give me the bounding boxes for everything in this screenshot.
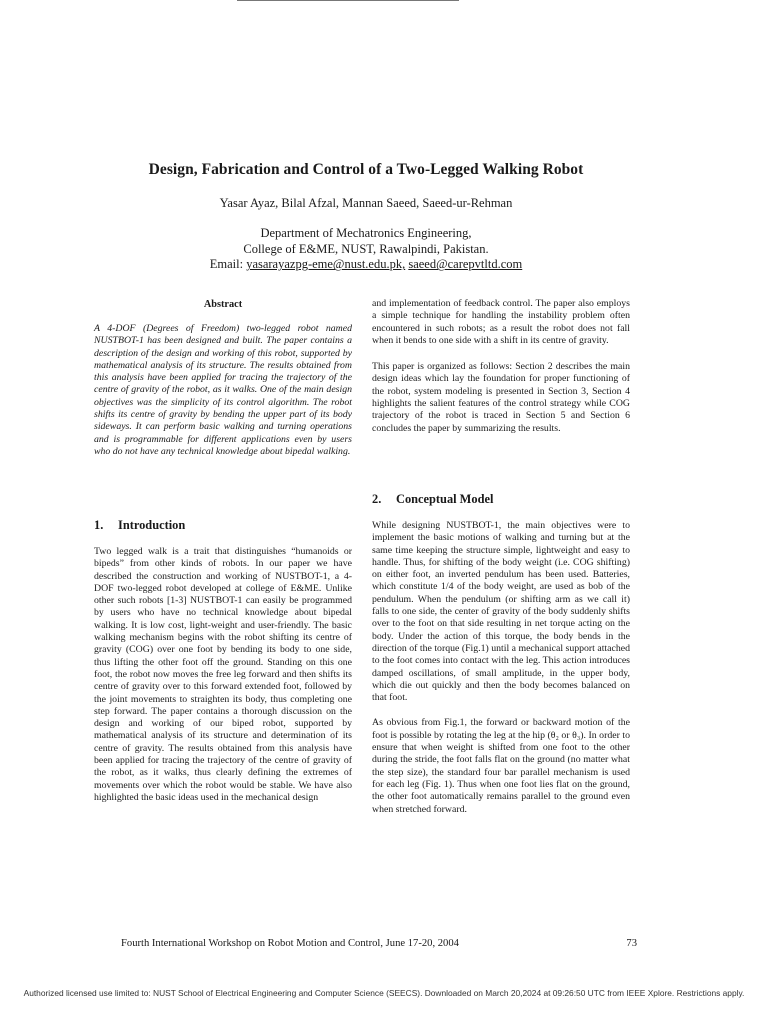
email-line xyxy=(0,257,732,273)
conceptual-model-heading xyxy=(372,492,630,507)
college-line: College of E&ME, NUST, Rawalpindi, Pakistan. xyxy=(243,241,489,256)
paper-organization-paragraph: This paper is organized as follows: Section 2 describes the main design ideas which lay the foundation for proper functioning of the robot, system modeling is presented in Section 3, Section 4 highlights the salient features of the control strategy while COG trajectory of the robot is traced in Section 5 and Section 6 concludes the paper by summarizing the results. xyxy=(372,361,630,434)
conceptual-model-title: Conceptual Model xyxy=(396,492,494,506)
conceptual-model-section xyxy=(372,492,630,816)
conceptual-model-paragraph-2: As obvious from Fig.1, the forward or backward motion of the foot is possible by rotating the leg at the hip (θ₂ or θ₃). In order to ensure that when weight is shifted from one foot to the other during the stride, the foot falls flat on the ground (no matter what the step size), the standard four bar parallel mechanism is used for each leg (Fig. 1). Thus when one foot lies flat on the ground, the other foot automatically remains parallel to the ground even when stretched forward. xyxy=(372,717,630,815)
email-label: Email: xyxy=(209,257,244,272)
email-link-1[interactable]: yasarayazpg-eme@nust.edu.pk, xyxy=(246,257,406,272)
abstract-section xyxy=(94,299,352,458)
abstract-heading: Abstract xyxy=(203,299,243,310)
license-notice: Authorized licensed use limited to: NUST School of Electrical Engineering and Computer Science (SEECS). Downloaded on March 20,2024 at 09:26:50 UTC from IEEE Xplore. Restrictions apply. xyxy=(23,988,745,998)
paper-title: Design, Fabrication and Control of a Two-Legged Walking Robot xyxy=(148,161,584,178)
introduction-text: Two legged walk is a trait that distinguishes “humanoids or bipeds” from other kinds of robots. In our paper we have described the construction and working of NUSTBOT-1, a 4-DOF two-legged robot developed at college of E&ME. Unlike other such robots [1-3] NUSTBOT-1 can easily be programmed by users who have no technical knowledge about bipedal walking. It is low cost, light-weight and user-friendly. The basic walking mechanism begins with the robot shifting its centre of gravity (COG) over one foot by bending its body to one side, thus lifting the other foot off the ground. Standing on this one foot, the robot now moves the free leg forward and then shifts its centre of gravity over to this forward extended foot, followed by the joint movements to straighten its body, thus completing one step forward. The paper contains a thorough discussion on the design and working of our biped robot, supported by mathematical analysis of its structure and determination of its centre of gravity. The results obtained from this analysis have been applied for tracing the trajectory of the centre of gravity of the robot, as it walks, thus clearly defining the extremes of movements over which the robot would be stable. We have also highlighted the basic ideas used in the mechanical design xyxy=(94,546,352,803)
conceptual-model-paragraph-1: While designing NUSTBOT-1, the main objectives were to implement the basic motions of walking and turning but at the same time keeping the structure simple, lightweight and easy to handle. Thus, for shifting of the body weight (i.e. COG shifting) on either foot, an inverted pendulum has been used. Batteries, which constitute 1/4 of the body weight, are used as bob of the pendulum. When the pendulum (or shifting arm as we call it) falls to one side, the center of gravity of the body suddenly shifts over to the foot on that side resulting in net torque acting on the body. Under the action of this torque, the body bends in the direction of the torque (Fig.1) until a mechanical support attached to the foot comes into contact with the leg. This action introduces damped oscillations, of small amplitude, in the upper body, which die out quickly and then the body becomes balanced on that foot. xyxy=(372,520,630,704)
introduction-title: Introduction xyxy=(118,518,186,532)
page-number: 73 xyxy=(626,938,637,949)
top-rule xyxy=(237,0,459,1)
author-list: Yasar Ayaz, Bilal Afzal, Mannan Saeed, Saeed-ur-Rehman xyxy=(219,196,513,210)
right-column-intro xyxy=(372,298,630,435)
intro-continued-paragraph: and implementation of feedback control. The paper also employs a simple technique for handling the instability problem often encountered in such robots; as a result the robot does not fall when it bends to one side with a shift in its centre of gravity. xyxy=(372,298,630,346)
email-link-2[interactable]: saeed@carepvtltd.com xyxy=(408,257,523,272)
introduction-section xyxy=(94,518,352,804)
affiliation-block xyxy=(0,226,732,273)
introduction-heading xyxy=(94,518,352,533)
department-line: Department of Mechatronics Engineering, xyxy=(260,226,472,240)
conceptual-model-number: 2. xyxy=(372,492,382,506)
page-footer xyxy=(121,938,637,949)
introduction-number: 1. xyxy=(94,518,104,532)
footer-venue: Fourth International Workshop on Robot Motion and Control, June 17-20, 2004 xyxy=(121,938,459,949)
abstract-text: A 4-DOF (Degrees of Freedom) two-legged robot named NUSTBOT-1 has been designed and built. The paper contains a description of the design and working of this robot, supported by mathematical analysis of its structure. The results obtained from this analysis have been applied for tracing the trajectory of the centre of gravity of the robot, as it walks. One of the main design objectives was the simplicity of its control algorithm. The robot shifts its centre of gravity by bending the upper part of its body sideways. It can perform basic walking and turning operations and is programmable for different applications even by users who do not have any technical knowledge about bipedal walking. xyxy=(94,323,352,457)
